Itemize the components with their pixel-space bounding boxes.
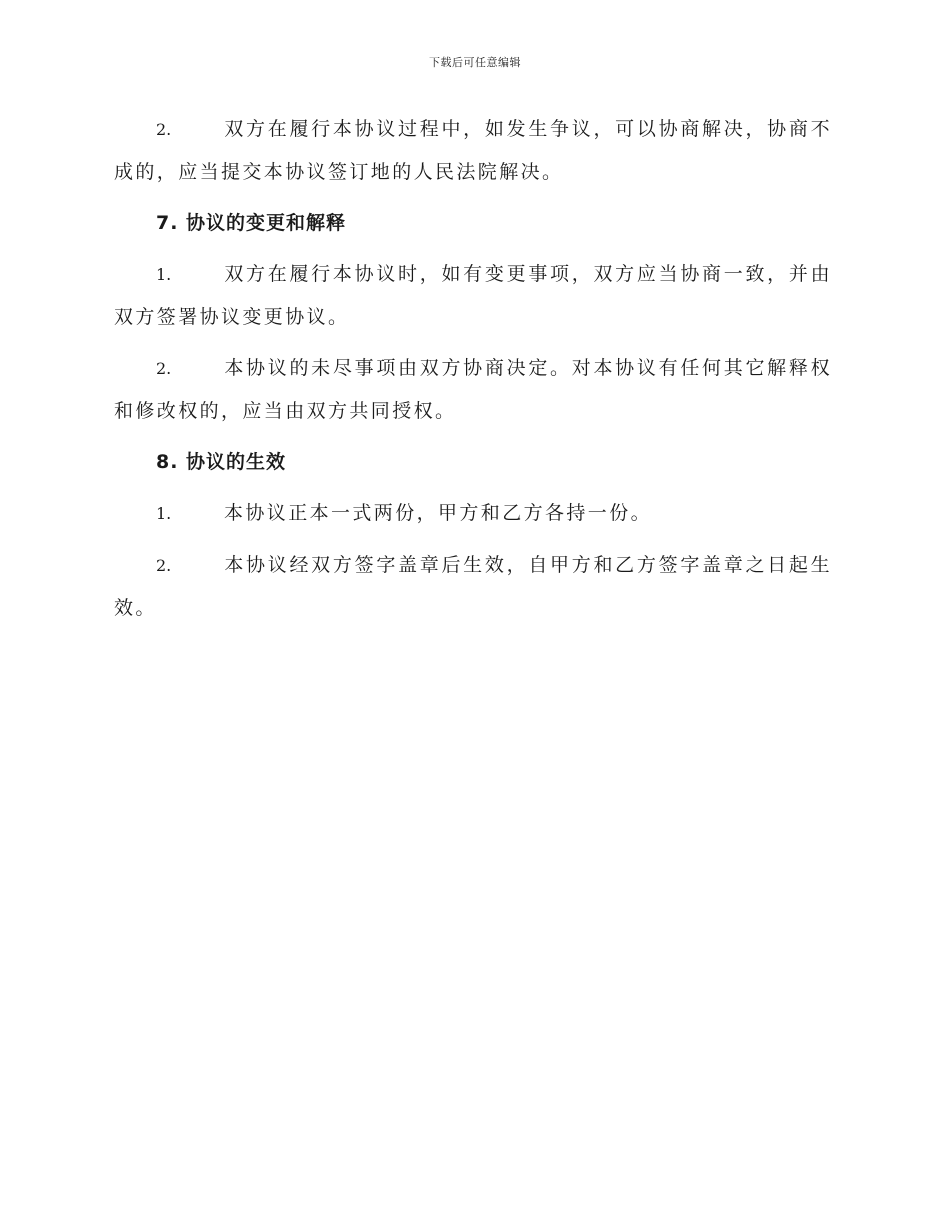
clause-number: 1.	[156, 504, 172, 523]
clause-number: 1.	[156, 265, 172, 284]
clause-text: 双方在履行本协议过程中，如发生争议，可以协商解决，协商不成的，应当提交本协议签订地的人民法院解决。	[114, 118, 832, 183]
document-body	[114, 108, 832, 638]
clause-8-2	[114, 544, 832, 629]
clause-6-2	[114, 108, 832, 193]
header-note: 下载后可任意编辑	[429, 56, 521, 69]
clause-number: 2.	[156, 120, 172, 139]
clause-text: 双方在履行本协议时，如有变更事项，双方应当协商一致，并由双方签署协议变更协议。	[114, 263, 832, 328]
clause-text: 本协议经双方签字盖章后生效，自甲方和乙方签字盖章之日起生效。	[114, 554, 832, 619]
section-title-8: 8. 协议的生效	[156, 451, 287, 473]
clause-text: 本协议的未尽事项由双方协商决定。对本协议有任何其它解释权和修改权的，应当由双方共同授权。	[114, 357, 832, 422]
clause-7-2	[114, 347, 832, 432]
clause-8-1	[114, 492, 832, 535]
clause-number: 2.	[156, 359, 172, 378]
clause-7-1	[114, 253, 832, 338]
section-title-7: 7. 协议的变更和解释	[156, 212, 347, 234]
clause-number: 2.	[156, 556, 172, 575]
clause-text: 本协议正本一式两份，甲方和乙方各持一份。	[224, 502, 653, 524]
